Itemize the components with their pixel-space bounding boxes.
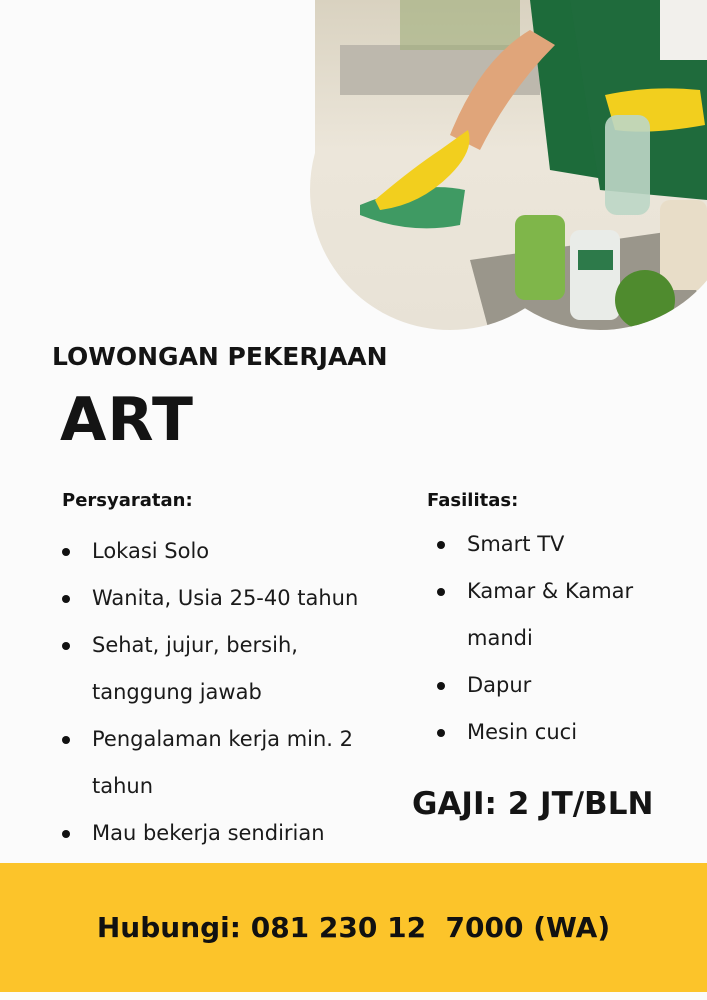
facilities-list [437,521,677,756]
list-item: Wanita, Usia 25-40 tahun [62,575,402,622]
list-item: Mau bekerja sendirian [62,810,402,857]
headline: LOWONGAN PEKERJAAN [52,342,388,371]
list-item: Mesin cuci [437,709,677,756]
requirements-list [62,528,402,857]
cleaning-photo [300,0,707,335]
requirements-title: Persyaratan: [62,490,193,511]
list-item: Kamar & Kamar mandi [437,568,667,662]
list-item: Sehat, jujur, bersih, tanggung jawab [62,622,332,716]
facilities-title: Fasilitas: [427,490,519,511]
list-item: Lokasi Solo [62,528,402,575]
list-item: Dapur [437,662,677,709]
contact-text: Hubungi: 081 230 12 7000 (WA) [96,911,611,944]
list-item: Smart TV [437,521,677,568]
list-item: Pengalaman kerja min. 2 tahun [62,716,392,810]
job-role-title: ART [60,385,194,455]
salary-label: GAJI: 2 JT/BLN [412,786,654,822]
contact-banner [0,863,707,992]
